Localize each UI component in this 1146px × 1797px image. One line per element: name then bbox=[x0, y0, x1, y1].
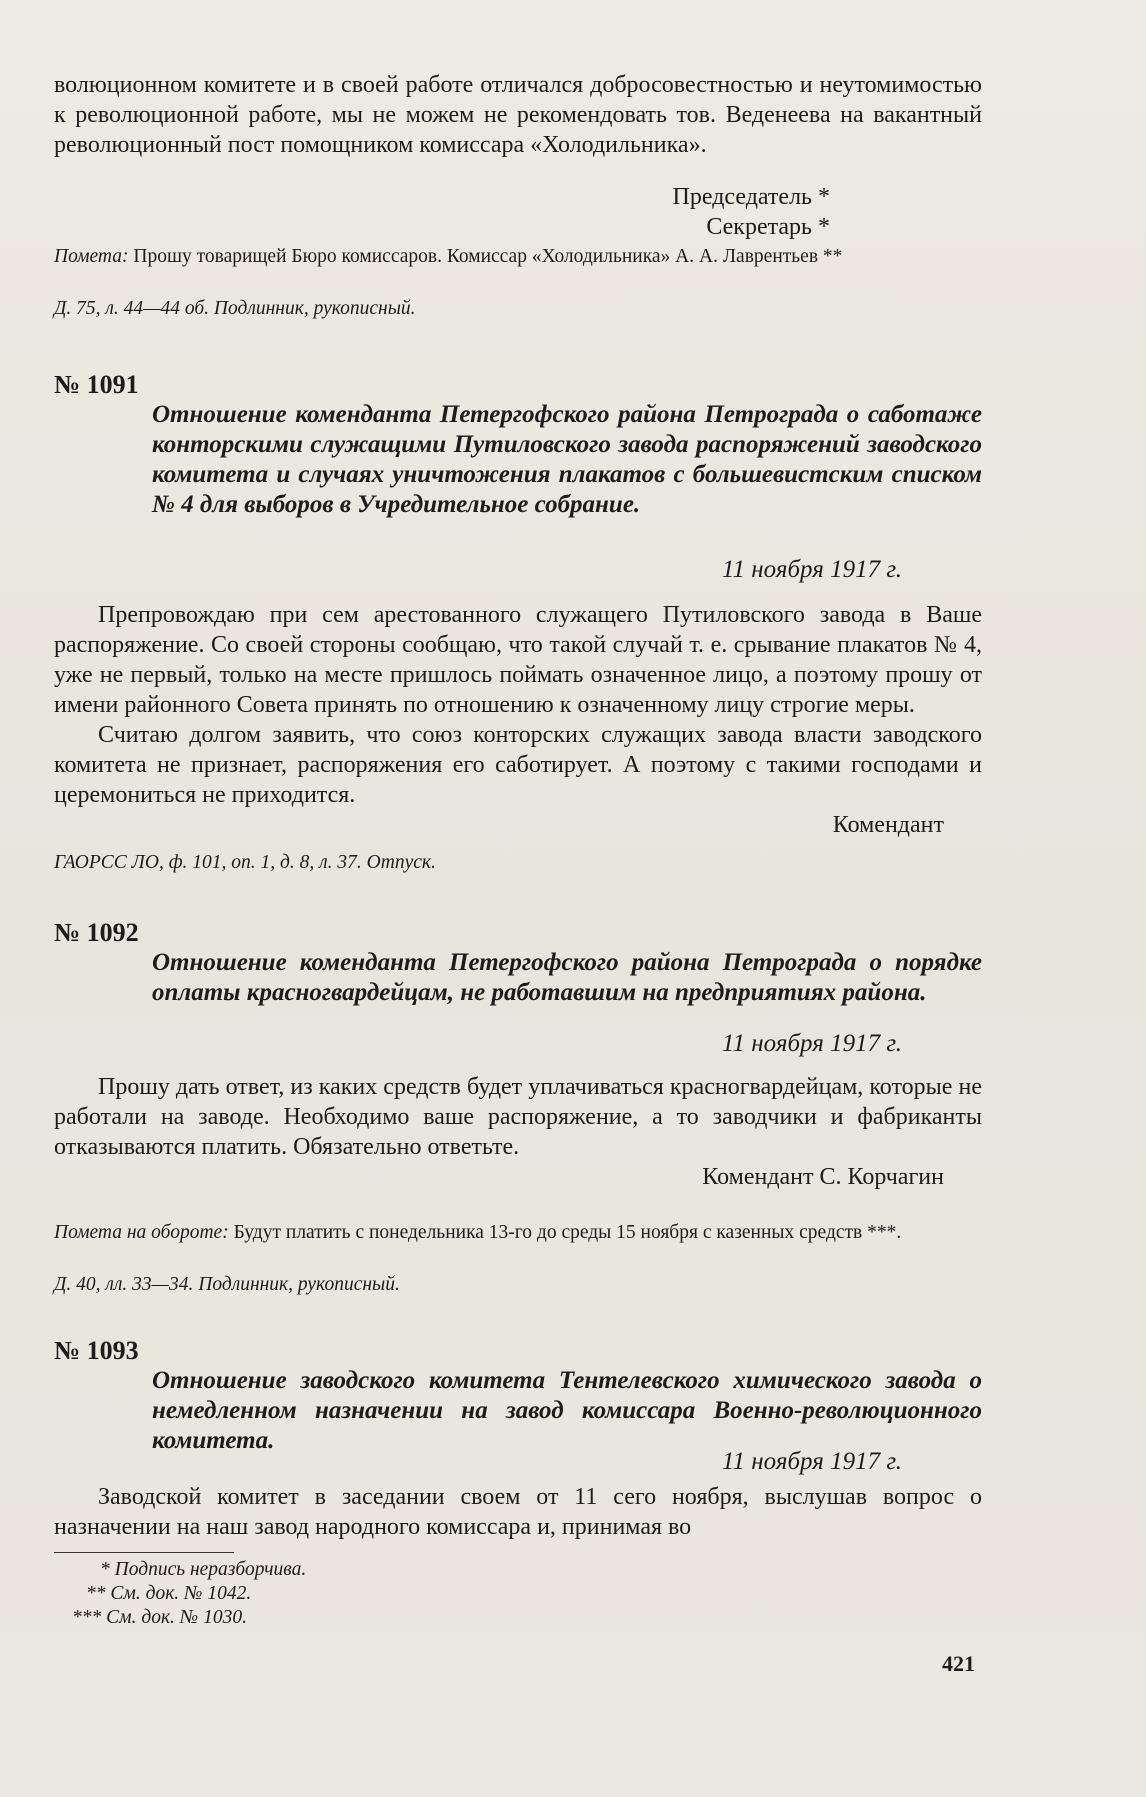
doc-1091-signature: Комендант bbox=[832, 812, 944, 838]
doc-1092-date: 11 ноября 1917 г. bbox=[721, 1030, 902, 1057]
top-paragraph: волюционном комитете и в своей работе отличался добросовестностью и неутомимостью к революционной работе, мы не можем не рекомендовать тов. Веденеева на вакантный революционный пост помощником комиссара «Холодильника». bbox=[54, 72, 982, 158]
doc-1093-body bbox=[54, 1482, 982, 1542]
doc-1091-date: 11 ноября 1917 г. bbox=[721, 556, 902, 583]
source-1-text: Д. 75, л. 44—44 об. Подлинник, рукописный. bbox=[54, 298, 416, 319]
doc-1091-source-row bbox=[54, 850, 982, 876]
footnote-1: * Подпись неразборчива. bbox=[100, 1559, 307, 1580]
signatures-block bbox=[54, 182, 982, 242]
source-1 bbox=[54, 296, 982, 322]
doc-1091-header bbox=[54, 370, 982, 570]
doc-1093-para-1: Заводской комитет в заседании своем от 11 сего ноября, выслушав вопрос о назначении на наш завод народного комиссара и, принимая во bbox=[54, 1484, 982, 1540]
doc-1091-source: ГАОРСС ЛО, ф. 101, оп. 1, д. 8, л. 37. Отпуск. bbox=[54, 852, 436, 873]
top-continuation bbox=[54, 70, 982, 160]
doc-1091-title: Отношение коменданта Петергофского района Петрограда о саботаже конторскими служащими Путиловского завода распоряжений заводского комитета и случаях уничтожения плакатов с большевистским списком № 4 для выборов в Учредительное собрание. bbox=[152, 401, 982, 518]
note-1-text: Прошу товарищей Бюро комиссаров. Комиссар «Холодильника» А. А. Лаврентьев ** bbox=[133, 246, 843, 267]
doc-1092-note-label: Помета на обороте: bbox=[54, 1222, 229, 1243]
doc-1091-date-row bbox=[54, 556, 982, 590]
doc-1093-header bbox=[54, 1336, 982, 1456]
footnote-2: ** См. док. № 1042. bbox=[86, 1583, 252, 1604]
doc-1092-para-1: Прошу дать ответ, из каких средств будет уплачиваться красногвардейцам, которые не работали на заводе. Необходимо ваше распоряжение, а то заводчики и фабриканты отказываются платить. Обязательно ответьте. bbox=[54, 1074, 982, 1160]
footnote-rule bbox=[54, 1552, 234, 1553]
doc-1092-signature: Комендант С. Корчагин bbox=[702, 1164, 944, 1190]
doc-1092-body bbox=[54, 1072, 982, 1192]
doc-1093-date: 11 ноября 1917 г. bbox=[721, 1448, 902, 1475]
footnote-3: *** См. док. № 1030. bbox=[72, 1607, 247, 1628]
doc-1092-note-text: Будут платить с понедельника 13-го до среды 15 ноября с казенных средств ***. bbox=[233, 1222, 902, 1243]
doc-1091-para-2: Считаю долгом заявить, что союз конторских служащих завода власти заводского комитета не признает, распоряжения его саботирует. А поэтому с такими господами и церемониться не приходится. bbox=[54, 722, 982, 808]
page-number: 421 bbox=[942, 1651, 975, 1676]
doc-1091-para-1: Препровождаю при сем арестованного служащего Путиловского завода в Ваше распоряжение. Со своей стороны сообщаю, что такой случай т. е. срывание плакатов № 4, уже не первый, только на месте пришлось поймать означенное лицо, а поэтому прошу от имени районного Совета принять по отношению к означенному лицу строгие меры. bbox=[54, 602, 982, 718]
doc-1092-source: Д. 40, лл. 33—34. Подлинник, рукописный. bbox=[54, 1274, 400, 1295]
note-1 bbox=[54, 244, 982, 270]
signature-secretary: Секретарь * bbox=[706, 214, 830, 240]
doc-1092-number: № 1092 bbox=[54, 918, 139, 947]
doc-1091-body bbox=[54, 600, 982, 840]
doc-1092-date-row bbox=[54, 1030, 982, 1064]
signature-chairman: Председатель * bbox=[672, 184, 830, 210]
doc-1093-date-row bbox=[54, 1448, 982, 1482]
doc-1092-source-row bbox=[54, 1272, 982, 1298]
doc-1093-number: № 1093 bbox=[54, 1336, 139, 1365]
doc-1093-title: Отношение заводского комитета Тентелевского химического завода о немедленном назначении на завод комиссара Военно-революционного комитета. bbox=[152, 1367, 982, 1454]
note-1-label: Помета: bbox=[54, 246, 129, 267]
doc-1091-number: № 1091 bbox=[54, 370, 139, 399]
doc-1092-title: Отношение коменданта Петергофского района Петрограда о порядке оплаты красногвардейцам, не работавшим на предприятиях района. bbox=[152, 949, 982, 1006]
doc-1092-note bbox=[54, 1220, 982, 1246]
doc-1092-header bbox=[54, 918, 982, 1038]
